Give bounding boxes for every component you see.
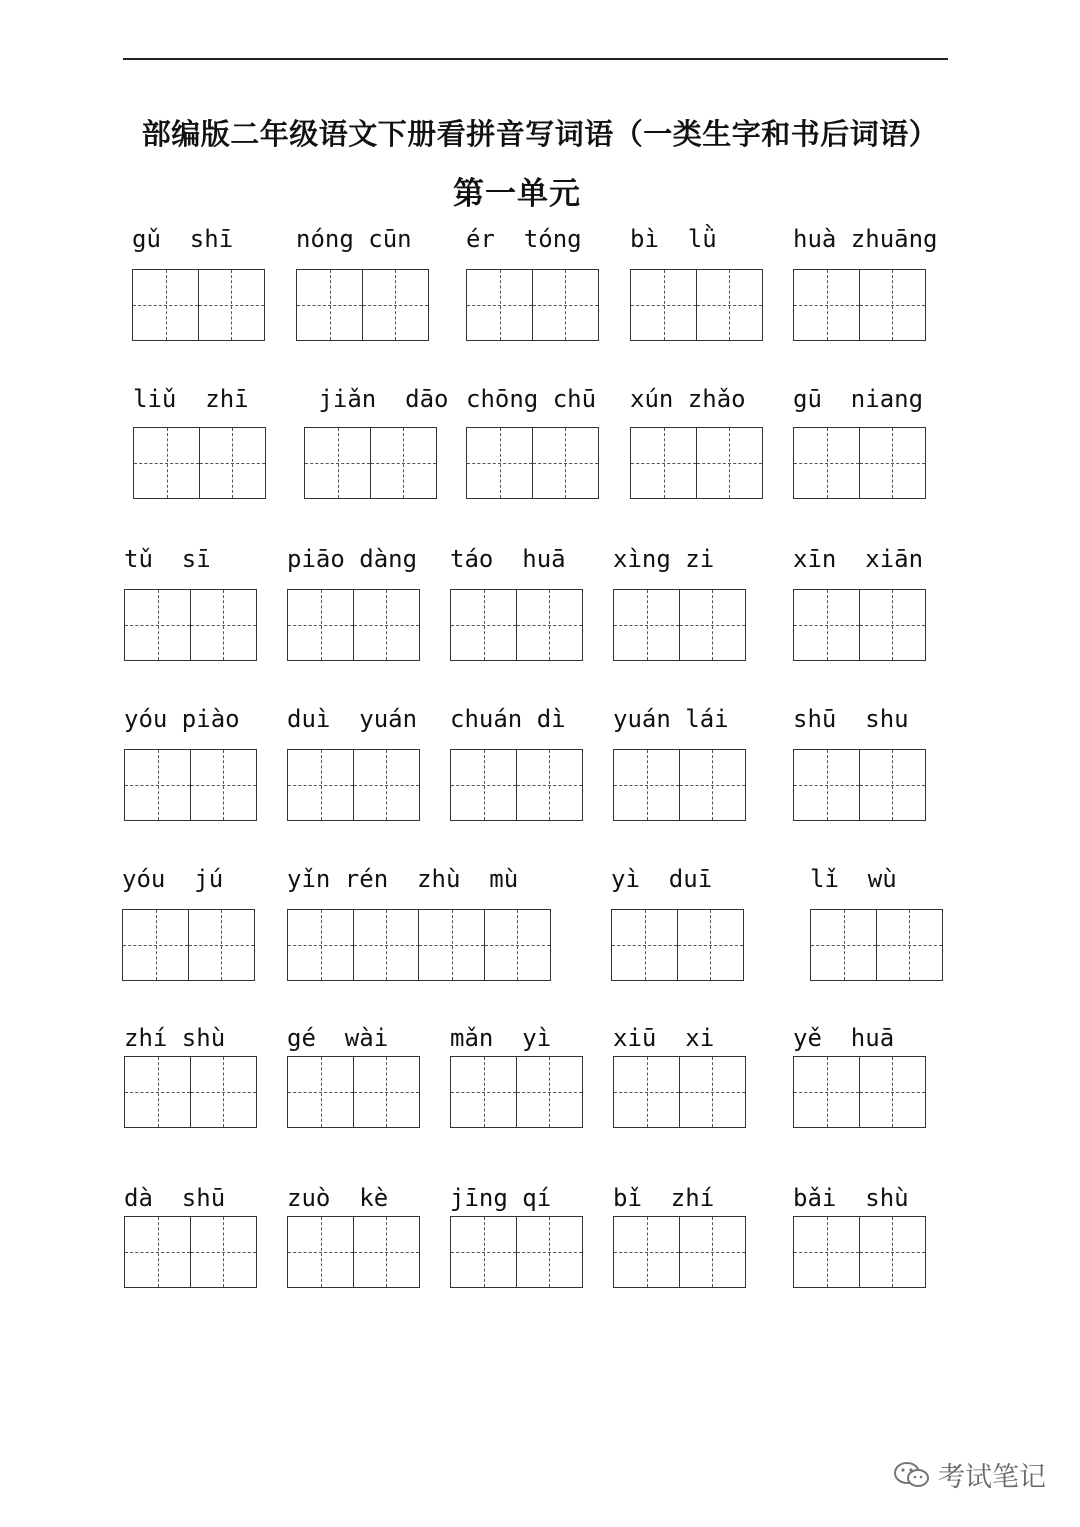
tian-zi-ge-cell[interactable] [353,1056,420,1128]
tian-zi-ge-cell[interactable] [450,1056,517,1128]
character-boxes [613,749,746,821]
character-boxes [793,749,926,821]
tian-zi-ge-cell[interactable] [793,427,860,499]
character-boxes [287,1216,420,1288]
character-boxes [296,269,429,341]
pinyin-label: jīng qí [450,1184,552,1212]
tian-zi-ge-cell[interactable] [679,749,746,821]
tian-zi-ge-cell[interactable] [198,269,265,341]
character-boxes [613,589,746,661]
tian-zi-ge-cell[interactable] [418,909,485,981]
tian-zi-ge-cell[interactable] [859,269,926,341]
character-boxes [466,427,599,499]
pinyin-label: mǎn yì [450,1024,552,1052]
tian-zi-ge-cell[interactable] [287,749,354,821]
tian-zi-ge-cell[interactable] [450,1216,517,1288]
pinyin-label: yǐn rén zhù mù [287,865,519,893]
tian-zi-ge-cell[interactable] [132,269,199,341]
wechat-icon [892,1460,932,1490]
pinyin-label: lǐ wù [810,865,897,893]
tian-zi-ge-cell[interactable] [611,909,678,981]
character-boxes [124,749,257,821]
character-boxes [287,1056,420,1128]
character-boxes [124,1056,257,1128]
character-boxes [613,1056,746,1128]
watermark [892,1455,1046,1494]
character-boxes [450,589,583,661]
character-boxes [613,1216,746,1288]
pinyin-label: xiū xi [613,1024,715,1052]
pinyin-label: bǐ zhí [613,1184,715,1212]
pinyin-label: yì duī [611,865,713,893]
tian-zi-ge-cell[interactable] [124,749,191,821]
tian-zi-ge-cell[interactable] [287,589,354,661]
tian-zi-ge-cell[interactable] [859,427,926,499]
tian-zi-ge-cell[interactable] [793,589,860,661]
pinyin-label: liǔ zhī [133,385,249,413]
tian-zi-ge-cell[interactable] [613,749,680,821]
character-boxes [124,1216,257,1288]
pinyin-label: táo huā [450,545,566,573]
tian-zi-ge-cell[interactable] [859,589,926,661]
pinyin-label: xún zhǎo [630,385,746,413]
character-boxes [450,749,583,821]
tian-zi-ge-cell[interactable] [679,1056,746,1128]
tian-zi-ge-cell[interactable] [516,1216,583,1288]
character-boxes [287,589,420,661]
pinyin-label: yóu piào [124,705,240,733]
pinyin-label: yě huā [793,1024,895,1052]
tian-zi-ge-cell[interactable] [516,749,583,821]
pinyin-label: xīn xiān [793,545,924,573]
tian-zi-ge-cell[interactable] [353,749,420,821]
character-boxes [122,909,255,981]
tian-zi-ge-cell[interactable] [810,909,877,981]
tian-zi-ge-cell[interactable] [450,749,517,821]
tian-zi-ge-cell[interactable] [630,269,697,341]
tian-zi-ge-cell[interactable] [859,1056,926,1128]
character-boxes [793,1216,926,1288]
tian-zi-ge-cell[interactable] [793,1056,860,1128]
character-boxes [287,749,420,821]
tian-zi-ge-cell[interactable] [613,1216,680,1288]
character-boxes [466,269,599,341]
tian-zi-ge-cell[interactable] [353,1216,420,1288]
character-boxes [611,909,744,981]
tian-zi-ge-cell[interactable] [679,589,746,661]
watermark-text: 考试笔记 [938,1462,1046,1493]
tian-zi-ge-cell[interactable] [696,427,763,499]
pinyin-label: duì yuán [287,705,418,733]
tian-zi-ge-cell[interactable] [190,589,257,661]
character-boxes [304,427,437,499]
tian-zi-ge-cell[interactable] [353,909,420,981]
tian-zi-ge-cell[interactable] [190,1056,257,1128]
tian-zi-ge-cell[interactable] [677,909,744,981]
tian-zi-ge-cell[interactable] [679,1216,746,1288]
character-boxes [450,1216,583,1288]
tian-zi-ge-cell[interactable] [287,1216,354,1288]
pinyin-label: jiǎn dāo [304,385,449,413]
pinyin-label: gé wài [287,1024,389,1052]
pinyin-label: dà shū [124,1184,226,1212]
pinyin-label: piāo dàng [287,545,418,573]
tian-zi-ge-cell[interactable] [370,427,437,499]
tian-zi-ge-cell[interactable] [516,589,583,661]
pinyin-label: nóng cūn [296,225,412,253]
character-boxes [124,589,257,661]
character-boxes [810,909,943,981]
tian-zi-ge-cell[interactable] [793,749,860,821]
tian-zi-ge-cell[interactable] [696,269,763,341]
tian-zi-ge-cell[interactable] [876,909,943,981]
character-boxes [793,427,926,499]
tian-zi-ge-cell[interactable] [484,909,551,981]
tian-zi-ge-cell[interactable] [466,269,533,341]
tian-zi-ge-cell[interactable] [133,427,200,499]
character-boxes [793,1056,926,1128]
character-boxes [132,269,265,341]
character-boxes [793,269,926,341]
pinyin-label: gǔ shī [132,225,234,253]
tian-zi-ge-cell[interactable] [362,269,429,341]
pinyin-label: bǎi shù [793,1184,909,1212]
tian-zi-ge-cell[interactable] [124,1056,191,1128]
tian-zi-ge-cell[interactable] [122,909,189,981]
page-title: 部编版二年级语文下册看拼音写词语（一类生字和书后词语） [141,117,939,151]
top-rule [123,58,948,60]
tian-zi-ge-cell[interactable] [287,909,354,981]
character-boxes [133,427,266,499]
pinyin-label: zhí shù [124,1024,226,1052]
tian-zi-ge-cell[interactable] [353,589,420,661]
pinyin-label: tǔ sī [124,545,211,573]
pinyin-label: chuán dì [450,705,566,733]
tian-zi-ge-cell[interactable] [296,269,363,341]
tian-zi-ge-cell[interactable] [793,269,860,341]
tian-zi-ge-cell[interactable] [304,427,371,499]
tian-zi-ge-cell[interactable] [793,1216,860,1288]
pinyin-label: yóu jú [122,865,224,893]
character-boxes [450,1056,583,1128]
pinyin-label: bì lǜ [630,225,717,253]
tian-zi-ge-cell[interactable] [124,589,191,661]
unit-heading: 第一单元 [453,176,581,212]
pinyin-label: xìng zi [613,545,715,573]
tian-zi-ge-cell[interactable] [124,1216,191,1288]
tian-zi-ge-cell[interactable] [466,427,533,499]
tian-zi-ge-cell[interactable] [532,427,599,499]
tian-zi-ge-cell[interactable] [190,749,257,821]
pinyin-label: zuò kè [287,1184,389,1212]
tian-zi-ge-cell[interactable] [450,589,517,661]
character-boxes [630,269,763,341]
pinyin-label: shū shu [793,705,909,733]
character-boxes [793,589,926,661]
tian-zi-ge-cell[interactable] [190,1216,257,1288]
pinyin-label: yuán lái [613,705,729,733]
tian-zi-ge-cell[interactable] [859,1216,926,1288]
pinyin-label: gū niang [793,385,924,413]
tian-zi-ge-cell[interactable] [188,909,255,981]
tian-zi-ge-cell[interactable] [613,589,680,661]
tian-zi-ge-cell[interactable] [613,1056,680,1128]
tian-zi-ge-cell[interactable] [532,269,599,341]
tian-zi-ge-cell[interactable] [199,427,266,499]
pinyin-label: chōng chū [466,385,597,413]
tian-zi-ge-cell[interactable] [859,749,926,821]
character-boxes [630,427,763,499]
tian-zi-ge-cell[interactable] [630,427,697,499]
pinyin-label: huà zhuāng [793,225,938,253]
pinyin-label: ér tóng [466,225,582,253]
tian-zi-ge-cell[interactable] [287,1056,354,1128]
tian-zi-ge-cell[interactable] [516,1056,583,1128]
character-boxes [287,909,551,981]
